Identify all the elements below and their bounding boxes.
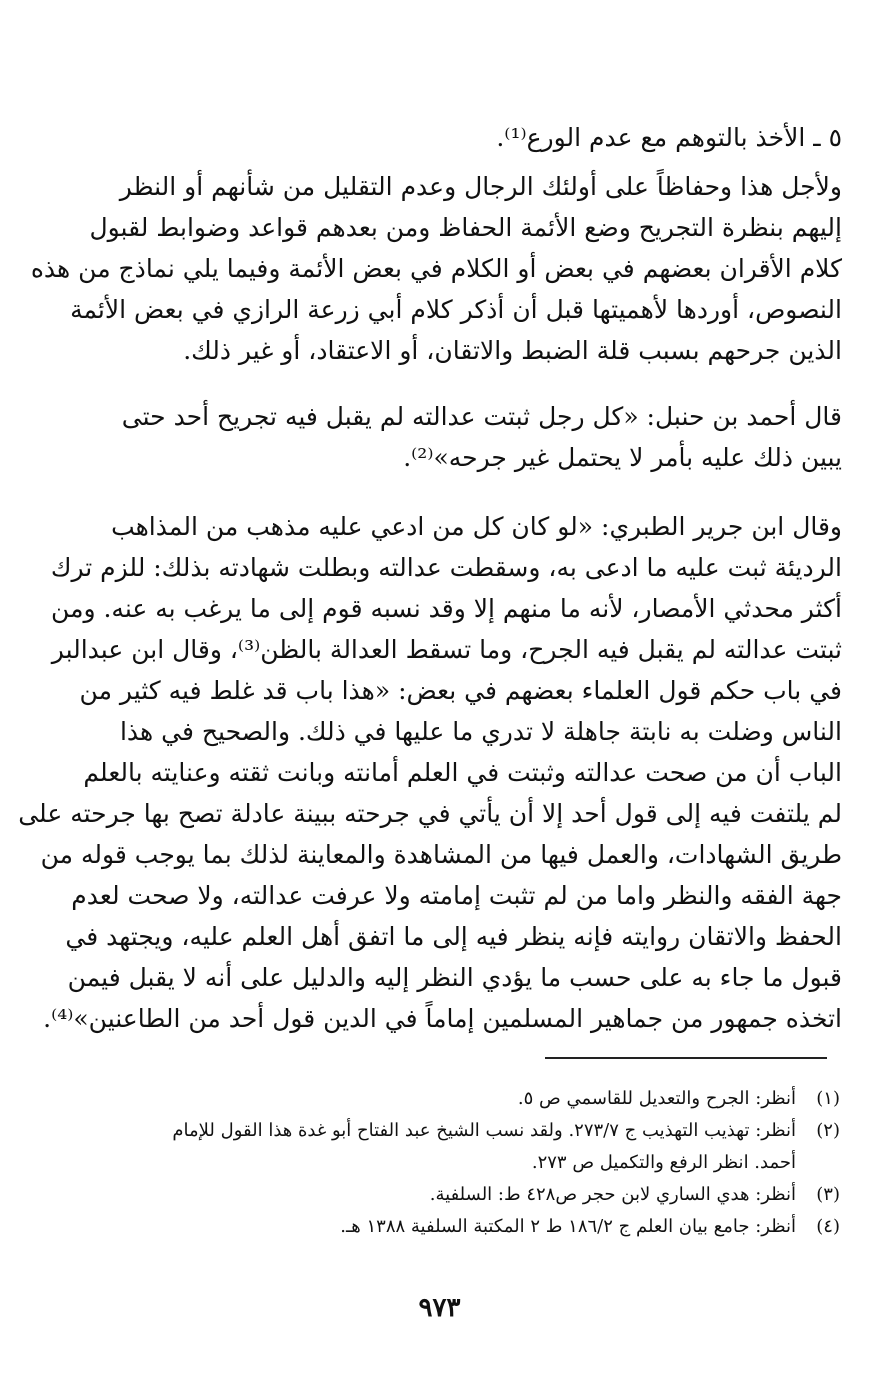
text-line: ولأجل هذا وحفاظاً على أولئك الرجال وعدم التقليل من شأنهم أو النظر bbox=[119, 172, 842, 201]
footnotes bbox=[120, 1083, 840, 1243]
text-line: اتخذه جمهور من جماهير المسلمين إماماً في الدين قول أحد من الطاعنين»⁽⁴⁾. bbox=[43, 1004, 842, 1033]
page-number: ٩٧٣ bbox=[418, 1293, 461, 1323]
footnote-2 bbox=[120, 1115, 840, 1147]
text-line: الناس وضلت به نابتة جاهلة لا تدري ما عليها في ذلك. والصحيح في هذا bbox=[119, 717, 842, 746]
text-line: الرديئة ثبت عليه ما ادعى به، وسقطت عدالته وبطلت شهادته بذلك: للزم ترك bbox=[50, 553, 842, 582]
text-line: طريق الشهادات، والعمل فيها من المشاهدة والمعاينة لذلك بما يوجب قوله من bbox=[40, 840, 842, 869]
footnote-text: أنظر: جامع بيان العلم ج ١٨٦/٢ ط ٢ المكتبة السلفية ١٣٨٨ هـ. bbox=[340, 1216, 796, 1237]
text-line: في باب حكم قول العلماء بعضهم في بعض: «هذا باب قد غلط فيه كثير من bbox=[79, 676, 842, 705]
footnote-number: (١) bbox=[816, 1088, 840, 1109]
numbered-item-5 bbox=[130, 117, 842, 158]
footnote-text: أنظر: تهذيب التهذيب ج ٢٧٣/٧. ولقد نسب الشيخ عبد الفتاح أبو غدة هذا القول للإمام bbox=[172, 1120, 796, 1141]
text-line: لم يلتفت فيه إلى قول أحد إلا أن يأتي في جرحته ببينة عادلة تصح بها جرحته على bbox=[18, 799, 842, 828]
footnote-text: أنظر: هدي الساري لابن حجر ص٤٢٨ ط: السلفية. bbox=[429, 1184, 796, 1205]
paragraph-tabari-quote bbox=[18, 506, 842, 1039]
text-line: الحفظ والاتقان روايته فإنه ينظر فيه إلى ما اتفق أهل العلم عليه، ويجتهد في bbox=[65, 922, 842, 951]
footnote-2-continuation: أحمد. انظر الرفع والتكميل ص ٢٧٣. bbox=[531, 1152, 796, 1173]
text-line: ثبتت عدالته لم يقبل فيه الجرح، وما تسقط العدالة بالظن⁽³⁾، وقال ابن عبدالبر bbox=[51, 635, 842, 664]
text-line: يبين ذلك عليه بأمر لا يحتمل غير جرحه»⁽²⁾. bbox=[403, 443, 842, 472]
paragraph-ahmad-quote bbox=[121, 396, 842, 478]
item-heading: ٥ ـ الأخذ بالتوهم مع عدم الورع⁽¹⁾. bbox=[496, 123, 842, 152]
paragraph-intro bbox=[30, 166, 842, 371]
text-line: الذين جرحهم بسبب قلة الضبط والاتقان، أو الاعتقاد، أو غير ذلك. bbox=[183, 336, 842, 365]
footnote-1 bbox=[120, 1083, 840, 1115]
footnote-number: (٢) bbox=[816, 1120, 840, 1141]
text-line: إليهم بنظرة التجريح وضع الأئمة الحفاظ ومن بعدهم قواعد وضوابط لقبول bbox=[89, 213, 842, 242]
footnote-number: (٣) bbox=[816, 1184, 840, 1205]
text-line: أكثر محدثي الأمصار، لأنه ما منهم إلا وقد نسبه قوم إلى ما يرغب به عنه. ومن bbox=[51, 594, 842, 623]
text-line: جهة الفقه والنظر واما من لم تثبت إمامته ولا عرفت عدالته، ولا صحت لعدم bbox=[71, 881, 842, 910]
text-line: الباب أن من صحت عدالته وثبتت في العلم أمانته وبانت ثقته وعنايته بالعلم bbox=[83, 758, 842, 787]
text-line: قال أحمد بن حنبل: «كل رجل ثبتت عدالته لم يقبل فيه تجريح أحد حتى bbox=[121, 402, 842, 431]
footnote-4 bbox=[120, 1211, 840, 1243]
footnote-3 bbox=[120, 1179, 840, 1211]
text-line: كلام الأقران بعضهم في بعض أو الكلام في بعض الأئمة وفيما يلي نماذج من هذه bbox=[30, 254, 842, 283]
text-line: قبول ما جاء به على حسب ما يؤدي النظر إليه والدليل على أنه لا يقبل فيمن bbox=[67, 963, 842, 992]
footnote-number: (٤) bbox=[816, 1216, 840, 1237]
footnote-text: أنظر: الجرح والتعديل للقاسمي ص ٥. bbox=[517, 1088, 796, 1109]
text-line: وقال ابن جرير الطبري: «لو كان كل من ادعي عليه مذهب من المذاهب bbox=[111, 512, 842, 541]
text-line: النصوص، أوردها لأهميتها قبل أن أذكر كلام أبي زرعة الرازي في بعض الأئمة bbox=[70, 295, 842, 324]
footnote-divider bbox=[545, 1057, 827, 1059]
